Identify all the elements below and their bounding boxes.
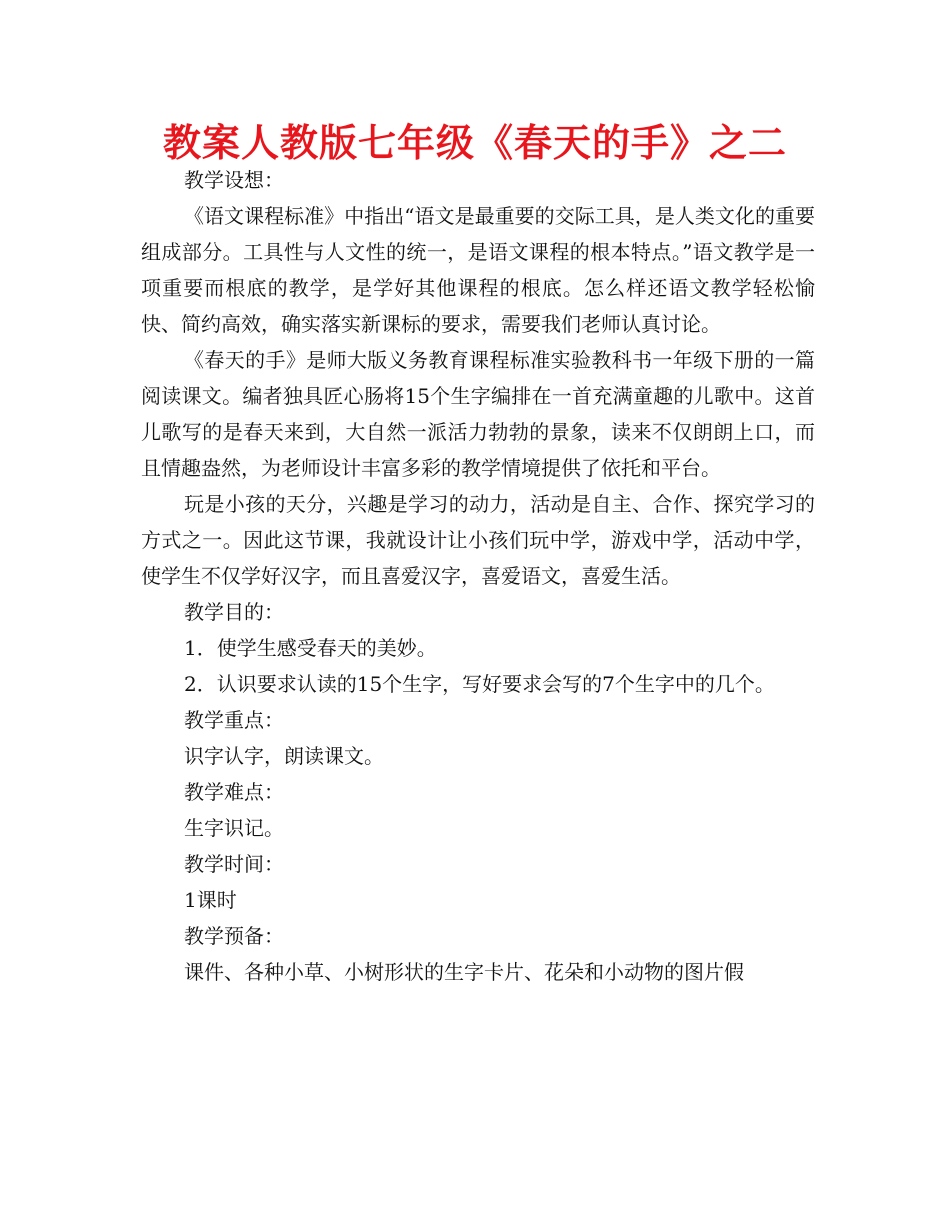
goal-item-1: 1．使学生感受春天的美妙。	[184, 636, 437, 660]
key-points-text: 识字认字，朗读课文。	[184, 744, 384, 768]
heading-difficulties: 教学难点：	[184, 780, 284, 804]
paragraph-1: 《语文课程标准》中指出“语文是最重要的交际工具，是人类文化的重要组成部分。工具性与人文性的统一，是语文课程的根本特点。”语文教学是一项重要而根底的教学，是学好其他课程的根底。怎么样还语文教学轻松愉快、简约高效，确实落实新课标的要求，需要我们老师认真讨论。	[141, 204, 815, 336]
heading-preparation: 教学预备：	[184, 924, 284, 948]
paragraph-2: 《春天的手》是师大版义务教育课程标准实验教科书一年级下册的一篇阅读课文。编者独具匠心肠将15个生字编排在一首充满童趣的儿歌中。这首儿歌写的是春天来到，大自然一派活力勃勃的景象，读来不仅朗朗上口，而且情趣盎然，为老师设计丰富多彩的教学情境提供了依托和平台。	[141, 348, 815, 480]
document-title: 教案人教版七年级《春天的手》之二	[162, 120, 787, 165]
heading-teaching-goals: 教学目的：	[184, 600, 284, 624]
preparation-text: 课件、各种小草、小树形状的生字卡片、花朵和小动物的图片假	[184, 960, 744, 984]
difficulties-text: 生字识记。	[184, 816, 284, 840]
document-body	[141, 162, 815, 990]
heading-teaching-design: 教学设想：	[184, 168, 284, 192]
goal-item-2: 2．认识要求认读的15个生字，写好要求会写的7个生字中的几个。	[184, 672, 775, 696]
teaching-time-text: 1课时	[184, 888, 237, 912]
heading-key-points: 教学重点：	[184, 708, 284, 732]
paragraph-3: 玩是小孩的天分，兴趣是学习的动力，活动是自主、合作、探究学习的方式之一。因此这节课，我就设计让小孩们玩中学，游戏中学，活动中学，使学生不仅学好汉字，而且喜爱汉字，喜爱语文，喜爱生活。	[141, 492, 815, 588]
heading-teaching-time: 教学时间：	[184, 852, 284, 876]
